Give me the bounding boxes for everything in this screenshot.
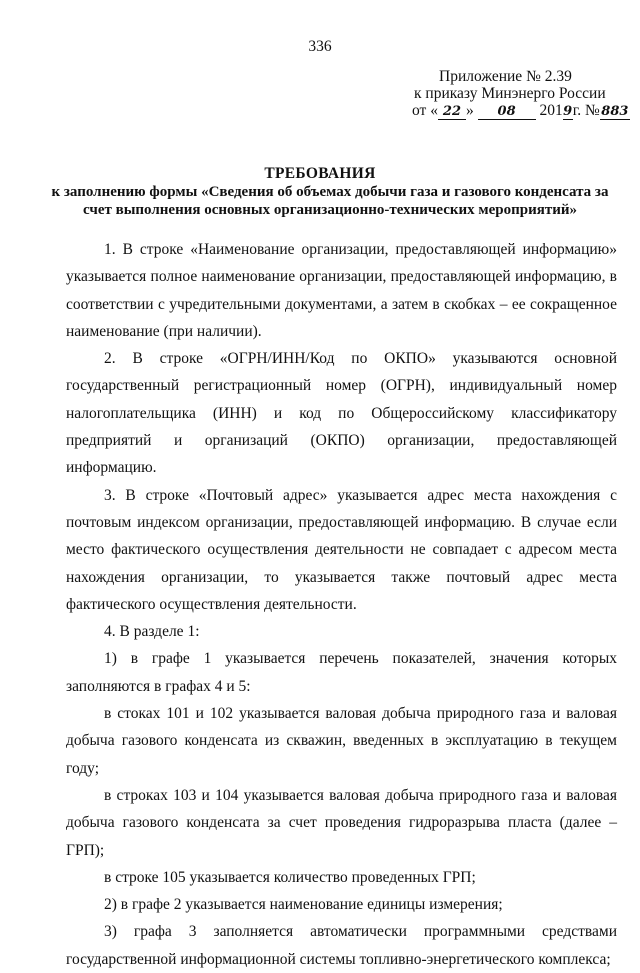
document-title: ТРЕБОВАНИЯ [264, 165, 376, 182]
paragraph-4-1: 1) в графе 1 указывается перечень показателей, значения которых заполняются в графах 4 и 5: [66, 650, 617, 695]
appendix-date-line [408, 102, 629, 120]
date-month: 08 [478, 105, 536, 120]
paragraph-4-1-c: в строке 105 указывается количество проведенных ГРП; [104, 868, 476, 886]
paragraph-4-2: 2) в графе 2 указывается наименование единицы измерения; [104, 896, 503, 914]
paragraph-1: 1. В строке «Наименование организации, предоставляющей информацию» указывается полное наименование организации, предоставляющей информацию, в соответствии с учредительными документами, а затем в скобках – ее сокращенное наименование (при наличии). [66, 241, 617, 340]
paragraph-4: 4. В разделе 1: [104, 623, 200, 641]
date-year-digit: 9 [563, 104, 573, 119]
paragraph-4-1-a: в стоках 101 и 102 указывается валовая добыча природного газа и валовая добыча газового конденсата из скважин, введенных в эксплуатацию в текущем году; [66, 705, 617, 777]
date-suffix: г. № [572, 102, 600, 119]
appendix-line-1: Приложение № 2.39 [439, 68, 572, 85]
document-subtitle: к заполнению формы «Сведения об объемах добычи газа и газового конденсата за счет выполнения основных организационно-технических мероприятий» [51, 184, 609, 218]
date-day: 22 [438, 105, 466, 120]
date-prefix: от « [412, 102, 438, 119]
appendix-line-2: к приказу Минэнерго России [414, 85, 606, 102]
order-number: 883 [601, 104, 629, 119]
document-body [66, 236, 617, 973]
appendix-header [408, 68, 629, 120]
page-number: 336 [308, 38, 332, 55]
paragraph-4-3: 3) графа 3 заполняется автоматически программными средствами государственной информационной системы топливно-энергетического комплекса; [66, 923, 617, 968]
paragraph-2: 2. В строке «ОГРН/ИНН/Код по ОКПО» указываются основной государственный регистрационный номер (ОГРН), индивидуальный номер налогоплательщика (ИНН) и код по Общероссийскому классификатору предприятий и организаций (ОКПО) организации, предоставляющей информацию. [66, 350, 617, 477]
date-mid: » [465, 102, 474, 119]
date-year-prefix: 201 [539, 102, 563, 119]
paragraph-3: 3. В строке «Почтовый адрес» указывается адрес места нахождения с почтовым индексом организации, предоставляющей информацию. В случае если место фактического осуществления деятельности не совпадает с адресом места нахождения организации, то указывается также почтовый адрес места фактического осуществления деятельности. [66, 486, 617, 613]
paragraph-4-1-b: в строках 103 и 104 указывается валовая добыча природного газа и валовая добыча газового конденсата за счет проведения гидроразрыва пласта (далее – ГРП); [66, 786, 617, 859]
